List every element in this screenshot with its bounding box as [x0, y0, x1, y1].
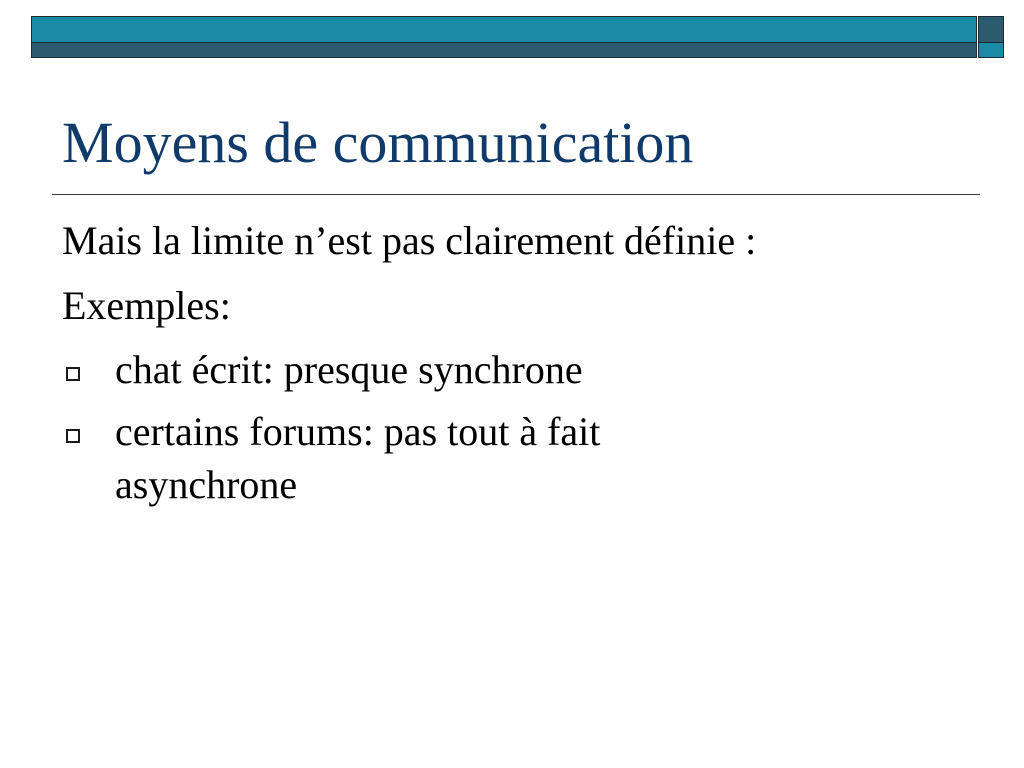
- bullet-item: [62, 405, 992, 511]
- corner-block-dark-band: [979, 17, 1003, 42]
- bullet-text: chat écrit: presque synchrone: [115, 347, 583, 392]
- header-decorative-bar: [31, 16, 977, 58]
- title-divider: [52, 194, 980, 195]
- examples-label: Exemples:: [62, 283, 231, 328]
- header-bar-teal-band: [32, 17, 976, 42]
- intro-line: Mais la limite n’est pas clairement définie :: [62, 218, 757, 263]
- square-bullet-icon: [66, 429, 80, 443]
- corner-block-teal-band: [979, 42, 1003, 57]
- header-bar-dark-band: [32, 42, 976, 57]
- bullet-text: certains forums: pas tout à fait asynchrone: [115, 409, 601, 507]
- header-corner-block: [978, 16, 1004, 58]
- slide-title: Moyens de communication: [62, 110, 694, 175]
- slide-body: [62, 213, 992, 520]
- bullet-item: [62, 343, 992, 396]
- square-bullet-icon: [66, 367, 80, 381]
